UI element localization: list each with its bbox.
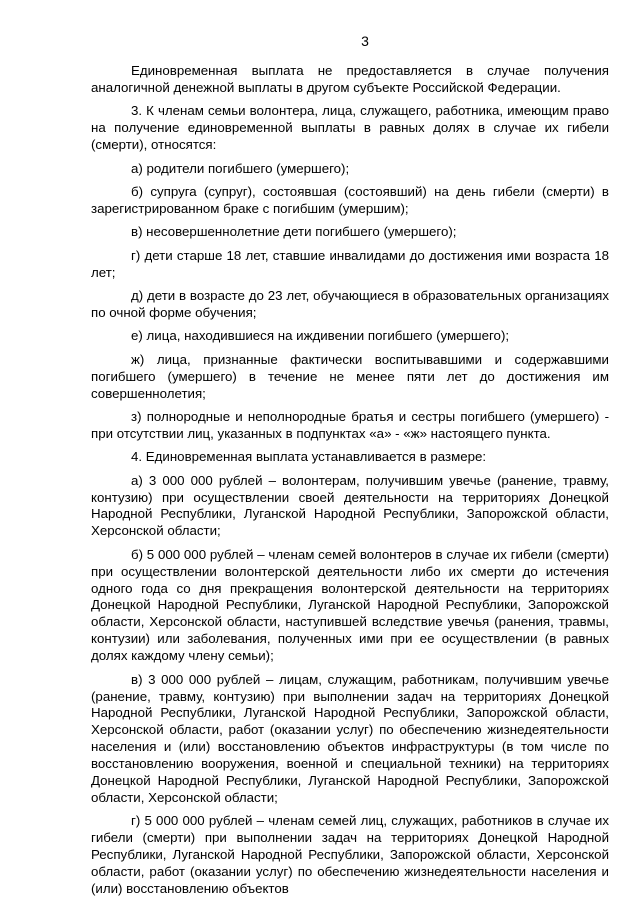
paragraph-item-3-family-members: 3. К членам семьи волонтера, лица, служащего, работника, имеющим право на получение единовременной выплаты в равных долях в случае их гибели (смерти), относятся: — [91, 103, 609, 153]
paragraph-subitem-v-minor-children: в) несовершеннолетние дети погибшего (умершего); — [131, 224, 457, 240]
paragraph-amount-a-volunteers: а) 3 000 000 рублей – волонтерам, получившим увечье (ранение, травму, контузию) при осуществлении своей деятельности на территориях Донецкой Народной Республики, Луганской Народной Республики, Запорожской области, Херсонской области; — [91, 472, 609, 539]
page-number: 3 — [361, 33, 369, 49]
paragraph-amount-b-volunteer-families: б) 5 000 000 рублей – членам семей волонтеров в случае их гибели (смерти) при осуществлении волонтерской деятельности либо их смерти до истечения одного года со дня прекращения волонтерской деятельности на территориях Донецкой Народной Республики, Луганской Народной Республики, Запорожской области, Херсонской области, наступившей вследствие увечья (ранения, травмы, контузии) или заболевания, полученных ими при ее осуществлении (в равных долях каждому члену семьи); — [91, 546, 609, 664]
paragraph-subitem-g-disabled-children: г) дети старше 18 лет, ставшие инвалидами до достижения ими возраста 18 лет; — [91, 247, 609, 280]
paragraph-amount-g-worker-families: г) 5 000 000 рублей – членам семей лиц, служащих, работников в случае их гибели (смерти) при выполнении задач на территориях Донецкой Народной Республики, Луганской Народной Республики, Запорожской области, Херсонской области, работ (оказании услуг) по обеспечению жизнедеятельности населения и (или) восстановлению объектов — [91, 813, 609, 896]
paragraph-subitem-z-siblings: з) полнородные и неполнородные братья и сестры погибшего (умершего) - при отсутствии лиц, указанных в подпунктах «а» - «ж» настоящего пункта. — [91, 408, 609, 441]
paragraph-subitem-e-dependents: е) лица, находившиеся на иждивении погибшего (умершего); — [131, 328, 510, 344]
paragraph-amount-v-workers: в) 3 000 000 рублей – лицам, служащим, работникам, получившим увечье (ранение, травму, контузию) при выполнении задач на территориях Донецкой Народной Республики, Луганской Народной Республики, Запорожской области, Херсонской области, работ (оказании услуг) по обеспечению жизнедеятельности населения и (или) восстановлению объектов инфраструктуры (в том числе по восстановлению вооружения, военной и специальной техники) на территориях Донецкой Народной Республики, Луганской Народной Республики, Запорожской области, Херсонской области; — [91, 671, 609, 805]
paragraph-subitem-zh-guardians: ж) лица, признанные фактически воспитывавшими и содержавшими погибшего (умершего) в течение не менее пяти лет до достижения им совершеннолетия; — [91, 351, 609, 401]
paragraph-item-4-amount: 4. Единовременная выплата устанавливается в размере: — [131, 449, 487, 465]
paragraph-subitem-a-parents: а) родители погибшего (умершего); — [131, 160, 350, 176]
paragraph-subitem-b-spouse: б) супруга (супруг), состоявшая (состоявший) на день гибели (смерти) в зарегистрированном браке с погибшим (умершим); — [91, 183, 609, 216]
paragraph-no-duplicate-payment: Единовременная выплата не предоставляется в случае получения аналогичной денежной выплаты в другом субъекте Российской Федерации. — [91, 63, 609, 95]
paragraph-subitem-d-students: д) дети в возрасте до 23 лет, обучающиеся в образовательных организациях по очной форме обучения; — [91, 287, 609, 320]
